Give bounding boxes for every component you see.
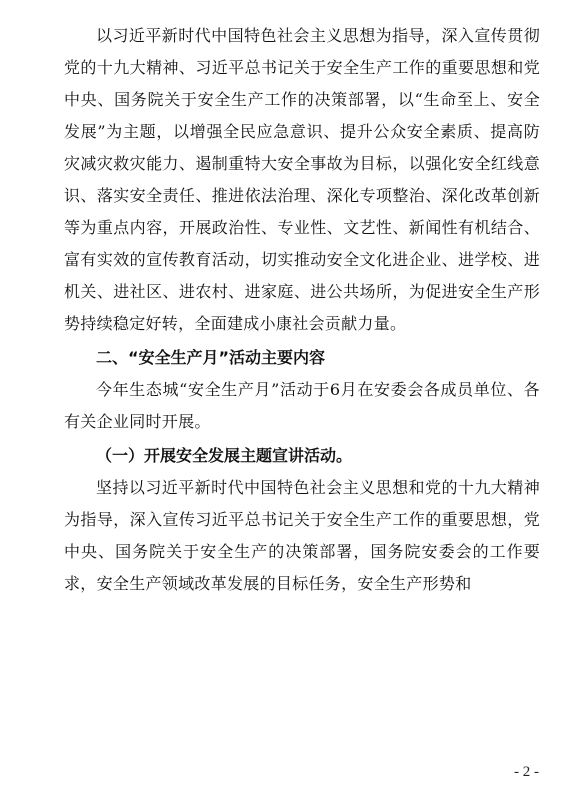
paragraph: 以习近平新时代中国特色社会主义思想为指导，深入宣传贯彻党的十九大精神、习近平总书记关于安全生产工作的重要思想和党中央、国务院关于安全生产工作的决策部署，以“生命至上、安全发展”为主题，以增强全民应急意识、提升公众安全素质、提高防灾减灾救灾能力、遏制重特大安全事故为目标，以强化安全红线意识、落实安全责任、推进依法治理、深化专项整治、深化改革创新等为重点内容，开展政治性、专业性、文艺性、新闻性有机结合、富有实效的宣传教育活动，切实推动安全文化进企业、进学校、进机关、进社区、进农村、进家庭、进公共场所，为促进安全生产形势持续稳定好转，全面建成小康社会贡献力量。 xyxy=(64,26,540,333)
section-heading: 二、“安全生产月”活动主要内容 xyxy=(96,348,326,367)
paragraph: 坚持以习近平新时代中国特色社会主义思想和党的十九大精神为指导，深入宣传习近平总书记关于安全生产工作的重要思想，党中央、国务院关于安全生产的决策部署，国务院安委会的工作要求，安全生产领域改革发展的目标任务，安全生产形势和 xyxy=(64,478,540,593)
document-body xyxy=(64,20,540,600)
subsection-heading: （一）开展安全发展主题宣讲活动。 xyxy=(96,446,353,465)
page-number: - 2 - xyxy=(514,764,539,780)
paragraph: 今年生态城“安全生产月”活动于6月在安委会各成员单位、各有关企业同时开展。 xyxy=(64,380,540,431)
